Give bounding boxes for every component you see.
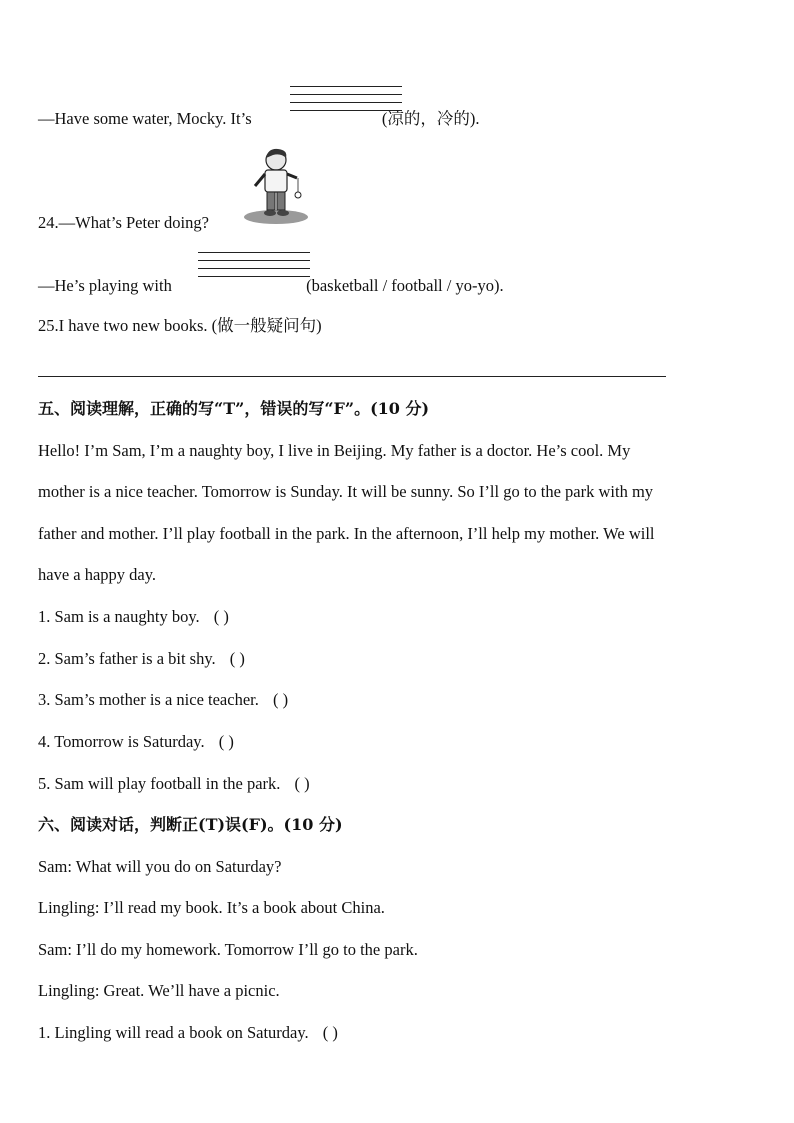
question-text: 1. Sam is a naughty boy. <box>38 607 200 626</box>
answer-blank[interactable]: ( ) <box>213 607 229 626</box>
answer-blank[interactable]: ( ) <box>294 774 310 793</box>
section6-heading: 六、阅读对话，判断正(T)误(F)。(10 分) <box>38 815 343 834</box>
section6-dialogue-line: Lingling: Great. We’ll have a picnic. <box>38 981 280 1000</box>
q24-prefix: —He’s playing with <box>38 276 172 295</box>
q24-hint: (basketball / football / yo-yo). <box>306 276 504 295</box>
q23-answer-line <box>38 109 480 129</box>
question-text: 4. Tomorrow is Saturday. <box>38 732 205 751</box>
answer-blank[interactable]: ( ) <box>322 1023 338 1042</box>
section6-dialogue-line: Sam: What will you do on Saturday? <box>38 857 282 876</box>
q23-hint: (凉的，冷的). <box>381 109 480 128</box>
q24-question: 24.—What’s Peter doing? <box>38 213 209 232</box>
q25-answer-line <box>38 376 666 377</box>
boy-yoyo-picture <box>243 146 311 224</box>
question-text: 3. Sam’s mother is a nice teacher. <box>38 690 259 709</box>
section5-question <box>38 774 310 794</box>
q25-question: 25.I have two new books. (做一般疑问句) <box>38 316 322 335</box>
section5-heading: 五、阅读理解，正确的写“T”，错误的写“F”。(10 分) <box>38 399 430 418</box>
question-text: 5. Sam will play football in the park. <box>38 774 281 793</box>
section5-question <box>38 649 245 669</box>
q23-prefix: —Have some water, Mocky. It’s <box>38 109 252 128</box>
question-text: 2. Sam’s father is a bit shy. <box>38 649 216 668</box>
section5-passage-line: have a happy day. <box>38 565 157 584</box>
answer-blank[interactable]: ( ) <box>272 690 289 709</box>
section5-passage-line: Hello! I’m Sam, I’m a naughty boy, I live in Beijing. My father is a doctor. He’s cool. My <box>38 441 631 460</box>
section5-passage-line: mother is a nice teacher. Tomorrow is Sunday. It will be sunny. So I’ll go to the park with my <box>38 482 654 501</box>
section5-question <box>38 690 288 710</box>
section6-dialogue-line: Lingling: I’ll read my book. It’s a book about China. <box>38 898 385 917</box>
section5-question <box>38 607 229 627</box>
answer-blank[interactable]: ( ) <box>218 732 234 751</box>
question-text: 1. Lingling will read a book on Saturday. <box>38 1023 309 1042</box>
answer-blank[interactable]: ( ) <box>229 649 245 668</box>
section6-dialogue-line: Sam: I’ll do my homework. Tomorrow I’ll go to the park. <box>38 940 418 959</box>
section6-question <box>38 1023 338 1043</box>
section5-question <box>38 732 234 752</box>
section5-passage-line: father and mother. I’ll play football in the park. In the afternoon, I’ll help my mother. We will <box>38 524 655 543</box>
q24-answer-line <box>38 276 504 296</box>
